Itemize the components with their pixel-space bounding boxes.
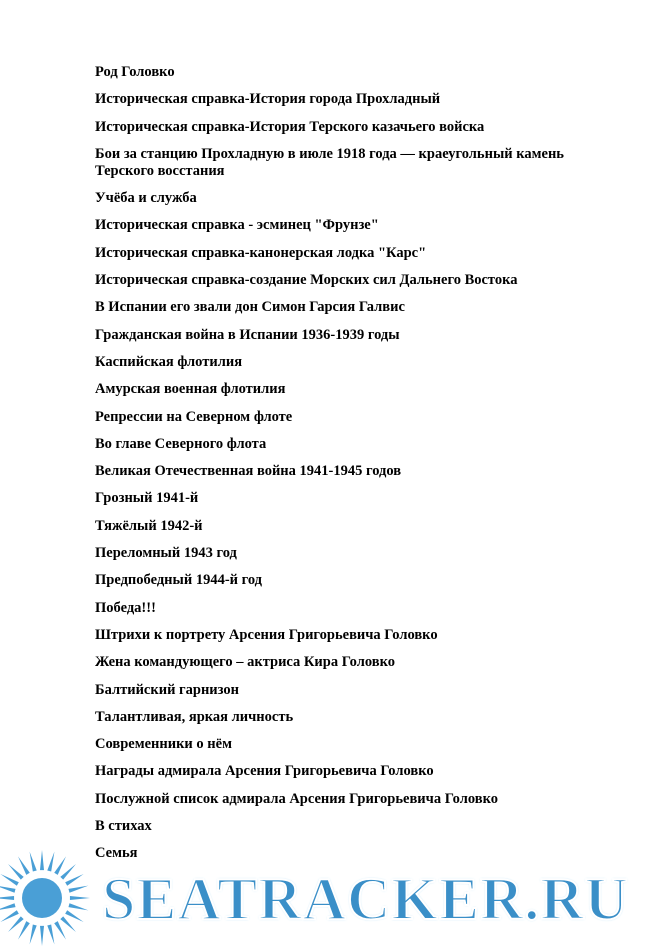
toc-item-caspian-flotilla[interactable]: Каспийская флотилия <box>95 353 243 370</box>
sun-ray <box>47 924 54 944</box>
toc-item-spanish-civil-war[interactable]: Гражданская война в Испании 1936-1939 годы <box>95 326 400 343</box>
sun-ray <box>70 896 90 900</box>
sun-ray <box>65 910 83 922</box>
toc-item-history-terek-cossacks[interactable]: Историческая справка-История Терского казачьего войска <box>95 118 485 135</box>
toc-item-1942[interactable]: Тяжёлый 1942-й <box>95 517 203 534</box>
sun-ray <box>60 864 76 880</box>
sun-icon <box>0 850 110 950</box>
toc-item-portrait-strokes[interactable]: Штрихи к портрету Арсения Григорьевича Головко <box>95 626 438 643</box>
toc-item-awards[interactable]: Награды адмирала Арсения Григорьевича Головко <box>95 763 434 780</box>
toc-item-study-service[interactable]: Учёба и служба <box>95 190 197 207</box>
sun-ray <box>68 903 88 910</box>
sun-ray <box>0 910 18 922</box>
toc-item-far-east-naval-forces[interactable]: Историческая справка-создание Морских сил Дальнего Востока <box>95 272 518 289</box>
table-of-contents <box>95 64 625 873</box>
sun-ray <box>30 852 37 872</box>
sun-ray <box>0 874 18 886</box>
toc-item-destroyer-frunze[interactable]: Историческая справка - эсминец "Фрунзе" <box>95 217 379 234</box>
toc-item-wife-kira-golovko[interactable]: Жена командующего – актриса Кира Головко <box>95 654 395 671</box>
toc-item-1943[interactable]: Переломный 1943 год <box>95 545 237 562</box>
toc-item-rod-golovko[interactable]: Род Головко <box>95 64 175 80</box>
sun-ray <box>0 903 16 910</box>
sun-ray <box>54 856 66 874</box>
toc-item-victory[interactable]: Победа!!! <box>95 599 156 616</box>
sun-ray <box>0 886 16 893</box>
toc-item-great-patriotic-war[interactable]: Великая Отечественная война 1941-1945 годов <box>95 463 402 480</box>
toc-item-battles-1918[interactable]: Бои за станцию Прохладную в июле 1918 года — краеугольный камень Терского восстания <box>95 145 564 179</box>
sun-ray <box>8 916 24 932</box>
sun-ray <box>8 864 24 880</box>
sun-ray <box>68 886 88 893</box>
toc-item-1941[interactable]: Грозный 1941-й <box>95 490 199 507</box>
toc-item-gunboat-kars[interactable]: Историческая справка-канонерская лодка "Карс" <box>95 244 427 261</box>
sun-ray <box>18 856 30 874</box>
sun-ray <box>54 921 66 939</box>
sun-ray <box>18 921 30 939</box>
toc-item-service-record[interactable]: Послужной список адмирала Арсения Григорьевича Головко <box>95 790 498 807</box>
sun-ray <box>40 926 44 946</box>
toc-item-spain-don-simon[interactable]: В Испании его звали дон Симон Гарсия Галвис <box>95 299 405 316</box>
toc-item-baltic-garrison[interactable]: Балтийский гарнизон <box>95 681 240 698</box>
toc-item-1944[interactable]: Предпобедный 1944-й год <box>95 572 263 589</box>
toc-item-amur-flotilla[interactable]: Амурская военная флотилия <box>95 381 286 398</box>
toc-item-history-prokhladny[interactable]: Историческая справка-История города Прохладный <box>95 91 441 108</box>
sun-ray <box>65 874 83 886</box>
sun-ray <box>30 924 37 944</box>
sun-ray <box>60 916 76 932</box>
sun-ray <box>0 896 14 900</box>
toc-item-repressions-northern-fleet[interactable]: Репрессии на Северном флоте <box>95 408 293 425</box>
toc-item-talented-personality[interactable]: Талантливая, яркая личность <box>95 708 294 725</box>
toc-item-in-verses[interactable]: В стихах <box>95 818 152 835</box>
watermark-text: SEATRACKER.RU <box>102 866 629 932</box>
sun-ray <box>47 852 54 872</box>
sun-ray <box>40 850 44 870</box>
seatracker-watermark <box>0 850 665 950</box>
toc-item-head-of-northern-fleet[interactable]: Во главе Северного флота <box>95 435 267 452</box>
toc-item-family[interactable]: Семья <box>95 845 138 862</box>
toc-item-contemporaries[interactable]: Современники о нём <box>95 736 232 753</box>
